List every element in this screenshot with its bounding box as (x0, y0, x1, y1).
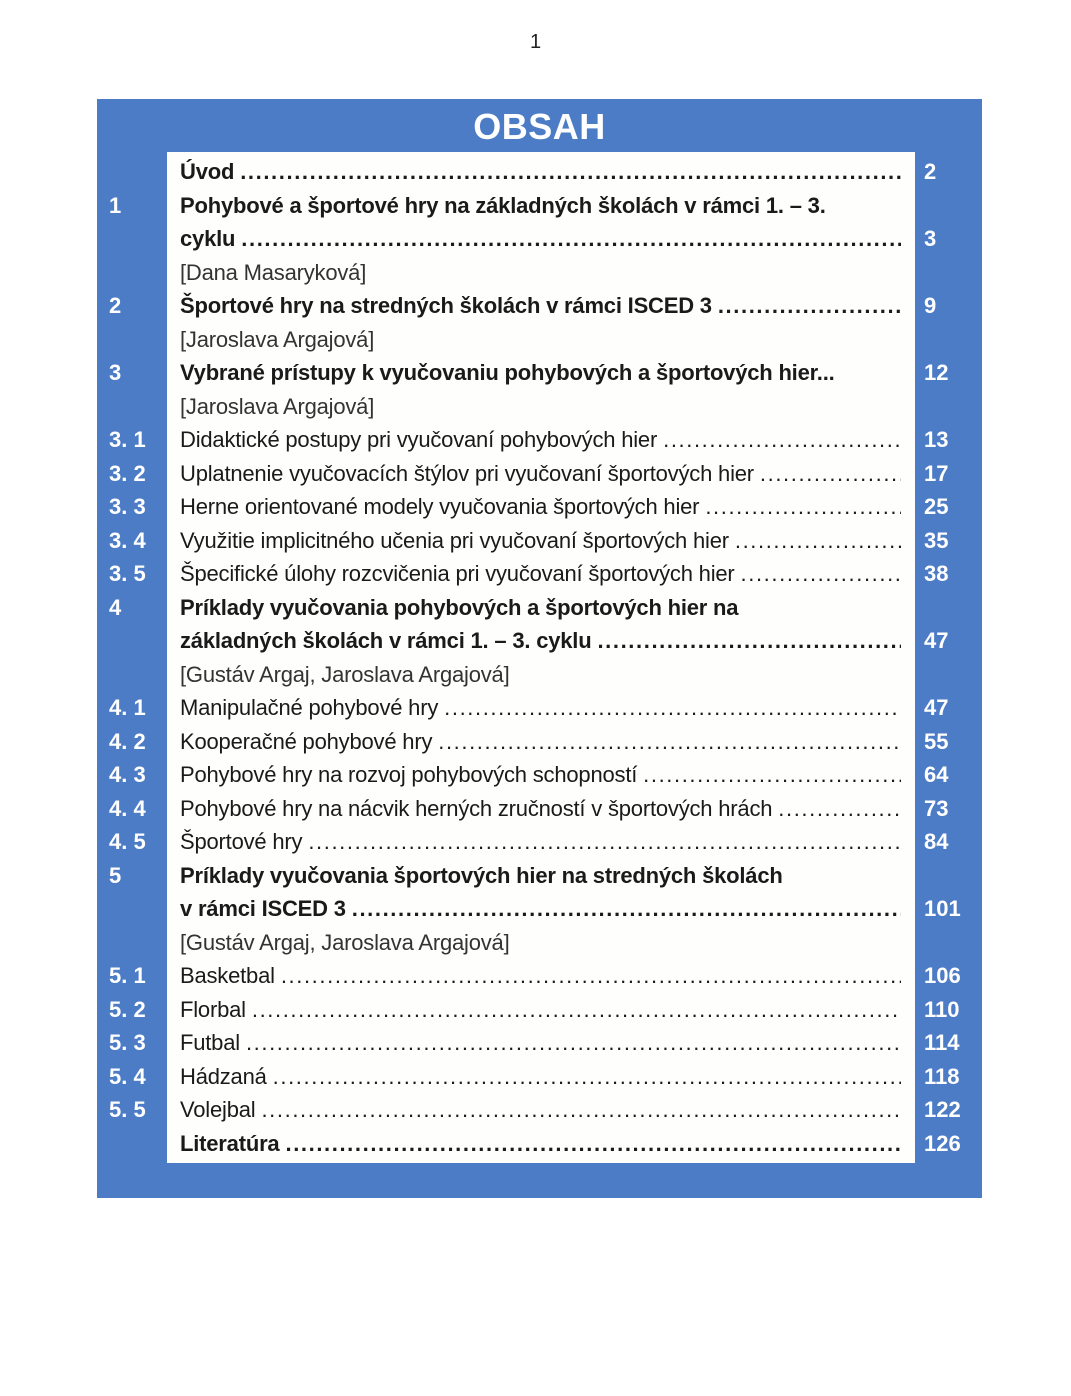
toc-row-number: 2 (109, 293, 122, 318)
toc-row-line (167, 591, 915, 625)
toc-row-line (167, 557, 915, 591)
toc-row-title: Využitie implicitného učenia pri vyučovaní športových hier (180, 527, 729, 553)
toc-row (167, 222, 937, 256)
toc-row (167, 892, 961, 926)
toc-row-line (167, 323, 915, 357)
toc-row-line (167, 792, 915, 826)
dot-leader (246, 1026, 901, 1060)
toc-row-number: 3. 4 (109, 527, 146, 553)
toc-row-title: Hádzaná (180, 1063, 267, 1089)
dot-leader (760, 457, 901, 491)
toc-row-page: 13 (924, 427, 949, 452)
toc-row-page: 12 (924, 360, 949, 385)
toc-row-title: Herne orientované modely vyučovania športových hier (180, 494, 700, 519)
toc-row (109, 457, 949, 491)
toc-row-number: 5. 1 (109, 963, 146, 988)
toc-row (109, 792, 949, 826)
toc-row-title: Manipulačné pohybové hry (180, 695, 439, 720)
toc-row-page: 73 (924, 795, 949, 821)
toc-row-line (167, 390, 915, 424)
toc-row-title: v rámci ISCED 3 (180, 896, 346, 921)
toc-row (109, 825, 949, 859)
toc-row (109, 557, 949, 591)
dot-leader (352, 892, 901, 926)
dot-leader (444, 691, 901, 725)
toc-row (167, 1127, 961, 1161)
dot-leader (241, 222, 901, 256)
toc-row-line (167, 189, 915, 223)
toc-row-number: 4. 1 (109, 695, 146, 720)
toc-row-title: Špecifické úlohy rozcvičenia pri vyučovaní športových hier (180, 561, 735, 586)
dot-leader (597, 624, 901, 658)
toc-row-title: Literatúra (180, 1130, 280, 1156)
toc-row-title: Príklady vyučovania pohybových a športových hier na (180, 594, 739, 620)
toc-row-page: 38 (924, 561, 949, 586)
toc-row-line (167, 524, 915, 558)
toc-row-number: 1 (109, 192, 122, 218)
toc-row (109, 1026, 960, 1060)
toc-row-line (167, 1093, 915, 1127)
toc-row-line (167, 423, 915, 457)
dot-leader (281, 959, 901, 993)
toc-row-page: 84 (924, 829, 949, 854)
toc-row (109, 859, 915, 893)
toc-row-title: Vybrané prístupy k vyučovaniu pohybových a športových hier... (180, 360, 835, 385)
toc-row-line (167, 758, 915, 792)
toc-row-page: 25 (924, 494, 949, 519)
toc-row-line (167, 892, 915, 926)
toc-row (109, 490, 949, 524)
toc-row-line (167, 725, 915, 759)
dot-leader (643, 758, 901, 792)
toc-row (109, 725, 949, 759)
toc-row-title: základných školách v rámci 1. – 3. cyklu (180, 628, 592, 653)
toc-row (109, 289, 937, 323)
toc-row-title: Futbal (180, 1030, 240, 1055)
toc-row-title: [Gustáv Argaj, Jaroslava Argajová] (180, 929, 510, 955)
toc-row-title: Športové hry na stredných školách v rámci ISCED 3 (180, 293, 712, 318)
toc-row-page: 2 (924, 159, 937, 184)
toc-row-number: 4 (109, 594, 122, 620)
toc-row-page: 110 (924, 996, 960, 1022)
toc-row-title: Pohybové hry na rozvoj pohybových schopností (180, 762, 638, 787)
toc-row-title: [Jaroslava Argajová] (180, 326, 375, 352)
toc-row (109, 189, 915, 223)
toc-row-number: 3. 3 (109, 494, 146, 519)
toc-row-number: 4. 4 (109, 795, 146, 821)
dot-leader (285, 1127, 901, 1161)
toc-row-title: [Gustáv Argaj, Jaroslava Argajová] (180, 661, 510, 687)
toc-row-number: 5 (109, 862, 122, 888)
toc-row-number: 4. 5 (109, 829, 146, 854)
toc-row (109, 423, 949, 457)
toc-row-page: 118 (924, 1063, 960, 1089)
toc-row (167, 926, 915, 960)
toc-row-line (167, 691, 915, 725)
toc-row-page: 55 (924, 728, 949, 754)
toc-row-title: Kooperačné pohybové hry (180, 728, 433, 754)
toc-row (167, 155, 937, 189)
toc-row-title: Úvod (180, 159, 235, 184)
toc-row (167, 323, 915, 357)
toc-row-number: 5. 3 (109, 1030, 146, 1055)
toc-row-title: [Jaroslava Argajová] (180, 393, 375, 419)
toc-row (109, 591, 915, 625)
toc-row-title: [Dana Masaryková] (180, 259, 367, 285)
toc-row-title: Didaktické postupy pri vyučovaní pohybových hier (180, 427, 658, 452)
toc-row-line (167, 624, 915, 658)
toc-row-page: 17 (924, 460, 949, 486)
toc-row-page: 106 (924, 963, 961, 988)
toc-row-number: 3. 2 (109, 460, 146, 486)
dot-leader (273, 1060, 901, 1094)
toc-row-line (167, 1127, 915, 1161)
dot-leader (663, 423, 901, 457)
toc-row-number: 3 (109, 360, 122, 385)
toc-row-page: 35 (924, 527, 949, 553)
dot-leader (705, 490, 901, 524)
toc-row-title: Pohybové hry na nácvik herných zručností v športových hrách (180, 795, 773, 821)
dot-leader (240, 155, 901, 189)
toc-row-title: Florbal (180, 996, 246, 1022)
toc-row-page: 64 (924, 762, 949, 787)
dot-leader (308, 825, 901, 859)
dot-leader (252, 993, 901, 1027)
toc-row-line (167, 825, 915, 859)
toc-row-page: 9 (924, 293, 937, 318)
toc-row-line (167, 289, 915, 323)
toc-row-line (167, 1026, 915, 1060)
toc-row (167, 624, 949, 658)
toc-row-number: 5. 4 (109, 1063, 146, 1089)
toc-row-line (167, 926, 915, 960)
toc-row-number: 5. 5 (109, 1097, 146, 1122)
toc-row-title: Basketbal (180, 963, 275, 988)
toc-row-number: 4. 3 (109, 762, 146, 787)
dot-leader (778, 792, 901, 826)
toc-row-number: 4. 2 (109, 728, 146, 754)
toc-row (109, 1060, 960, 1094)
toc-row-line (167, 222, 915, 256)
dot-leader (741, 557, 901, 591)
toc-row (109, 959, 961, 993)
toc-row (109, 1093, 961, 1127)
toc-row (109, 758, 949, 792)
toc-row-line (167, 658, 915, 692)
toc-row-line (167, 1060, 915, 1094)
toc-panel (97, 99, 982, 1198)
toc-row-title: Príklady vyučovania športových hier na stredných školách (180, 862, 783, 888)
toc-row-line (167, 155, 915, 189)
toc-row-number: 3. 1 (109, 427, 146, 452)
toc-row-page: 47 (924, 628, 949, 653)
toc-row-line (167, 356, 915, 390)
toc-list (109, 152, 961, 1163)
toc-row-page: 47 (924, 695, 949, 720)
toc-row (109, 524, 949, 558)
toc-row-line (167, 959, 915, 993)
toc-row-page: 101 (924, 896, 961, 921)
toc-row-page: 114 (924, 1030, 960, 1055)
dot-leader (438, 725, 901, 759)
toc-row (109, 356, 949, 390)
dot-leader (718, 289, 901, 323)
toc-row-number: 3. 5 (109, 561, 146, 586)
toc-row-line (167, 490, 915, 524)
toc-row (167, 658, 915, 692)
toc-row-title: Športové hry (180, 829, 303, 854)
toc-row-page: 122 (924, 1097, 961, 1122)
toc-row-number: 5. 2 (109, 996, 146, 1022)
toc-row-page: 126 (924, 1130, 961, 1156)
toc-row (167, 256, 915, 290)
toc-row-page: 3 (924, 226, 937, 251)
toc-row-line (167, 859, 915, 893)
toc-row-title: Uplatnenie vyučovacích štýlov pri vyučovaní športových hier (180, 460, 754, 486)
toc-row-line (167, 993, 915, 1027)
toc-title: OBSAH (473, 106, 606, 147)
toc-row (109, 993, 960, 1027)
toc-row-title: Pohybové a športové hry na základných školách v rámci 1. – 3. (180, 192, 826, 218)
page-number: 1 (529, 31, 542, 53)
toc-row-title: cyklu (180, 226, 236, 251)
toc-row (109, 691, 949, 725)
dot-leader (735, 524, 901, 558)
toc-row-line (167, 457, 915, 491)
dot-leader (261, 1093, 901, 1127)
toc-row-line (167, 256, 915, 290)
toc-row-title: Volejbal (180, 1097, 256, 1122)
toc-row (167, 390, 915, 424)
